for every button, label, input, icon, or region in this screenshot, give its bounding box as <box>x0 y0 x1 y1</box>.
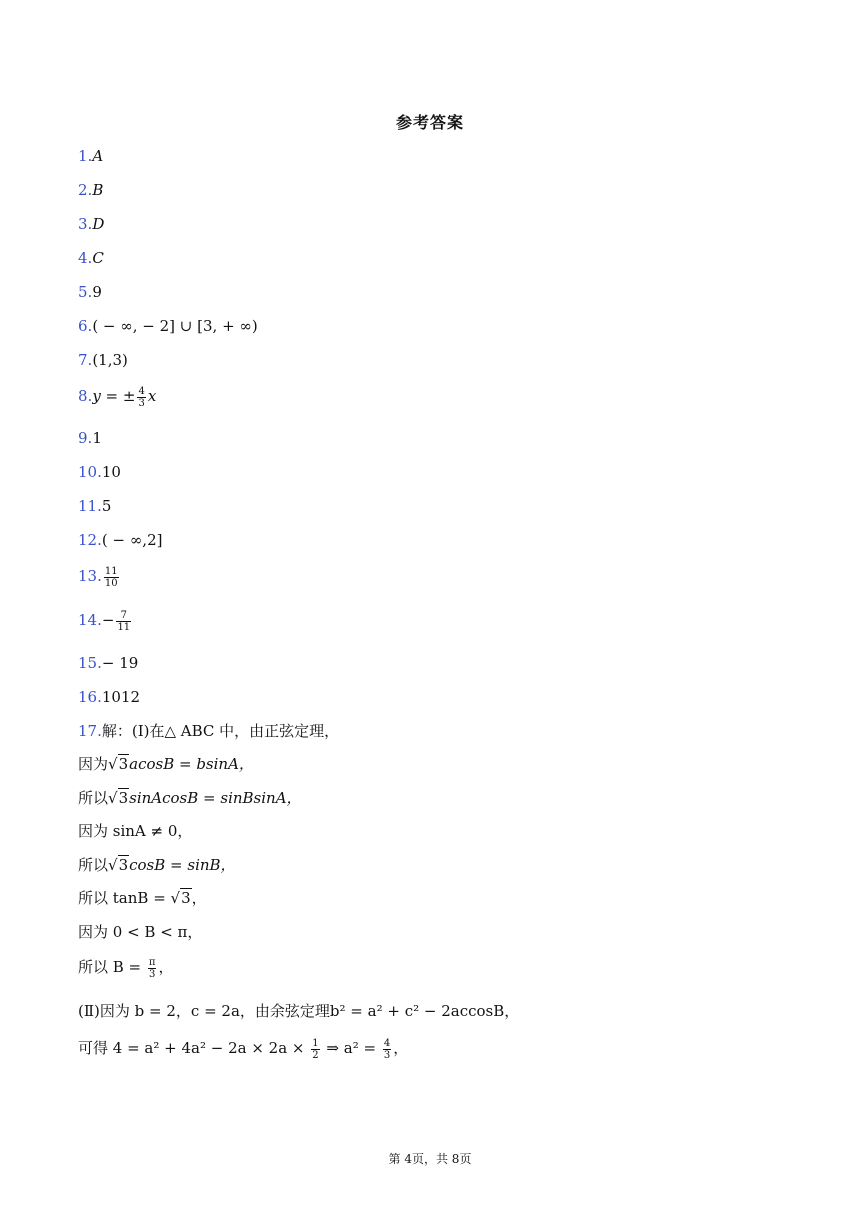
answer-6: 6.( − ∞, − 2] ∪ [3, + ∞) <box>78 317 258 335</box>
answer-15: 15.− 19 <box>78 654 139 672</box>
q17-line-8: 所以 B = $\frac{\pi}{3}$ ， <box>78 956 174 980</box>
answer-16: 16.1012 <box>78 688 141 706</box>
answer-2: 2.B <box>78 181 104 199</box>
q17-line-10: 可得 4 = a² + 4a² − 2a × 2a × $\frac{1}{2}$ ⇒ a² = $\frac{4}{3}$ ， <box>78 1037 409 1061</box>
answer-11: 11.5 <box>78 497 112 515</box>
q17-line-1: 17.解：(Ⅰ)在△ ABC 中，由正弦定理， <box>78 722 340 740</box>
page-footer: 第 4页，共 8页 <box>388 1152 472 1166</box>
page-title: 参考答案 <box>395 113 464 132</box>
q17-line-9: (Ⅱ)因为 b = 2，c = 2a，由余弦定理b² = a² + c² − 2accosB， <box>78 1002 520 1020</box>
q17-line-3: 所以√3sinAcosB = sinBsinA， <box>78 789 302 807</box>
q17-line-6: 所以 tanB = √3， <box>78 889 207 907</box>
answer-10: 10.10 <box>78 463 121 481</box>
answer-7: 7.(1,3) <box>78 351 128 369</box>
answer-1: 1.A <box>78 147 104 165</box>
answer-4: 4.C <box>78 249 104 267</box>
q17-line-2: 因为√3acosB = bsinA， <box>78 755 254 773</box>
answer-13: 13. $\frac{11}{10}$ <box>78 565 118 589</box>
answer-5: 5.9 <box>78 283 102 301</box>
q17-line-7: 因为 0 < B < π， <box>78 923 203 941</box>
answer-9: 9.1 <box>78 429 102 447</box>
answer-3: 3.D <box>78 215 105 233</box>
answer-8: 8.y = ± $\frac{4}{3}$ x <box>78 385 157 409</box>
answer-14: 14.− $\frac{7}{11}$ <box>78 609 131 633</box>
q17-line-5: 所以√3cosB = sinB， <box>78 856 236 874</box>
answer-12: 12.( − ∞,2] <box>78 531 163 549</box>
q17-line-4: 因为 sinA ≠ 0， <box>78 822 193 840</box>
